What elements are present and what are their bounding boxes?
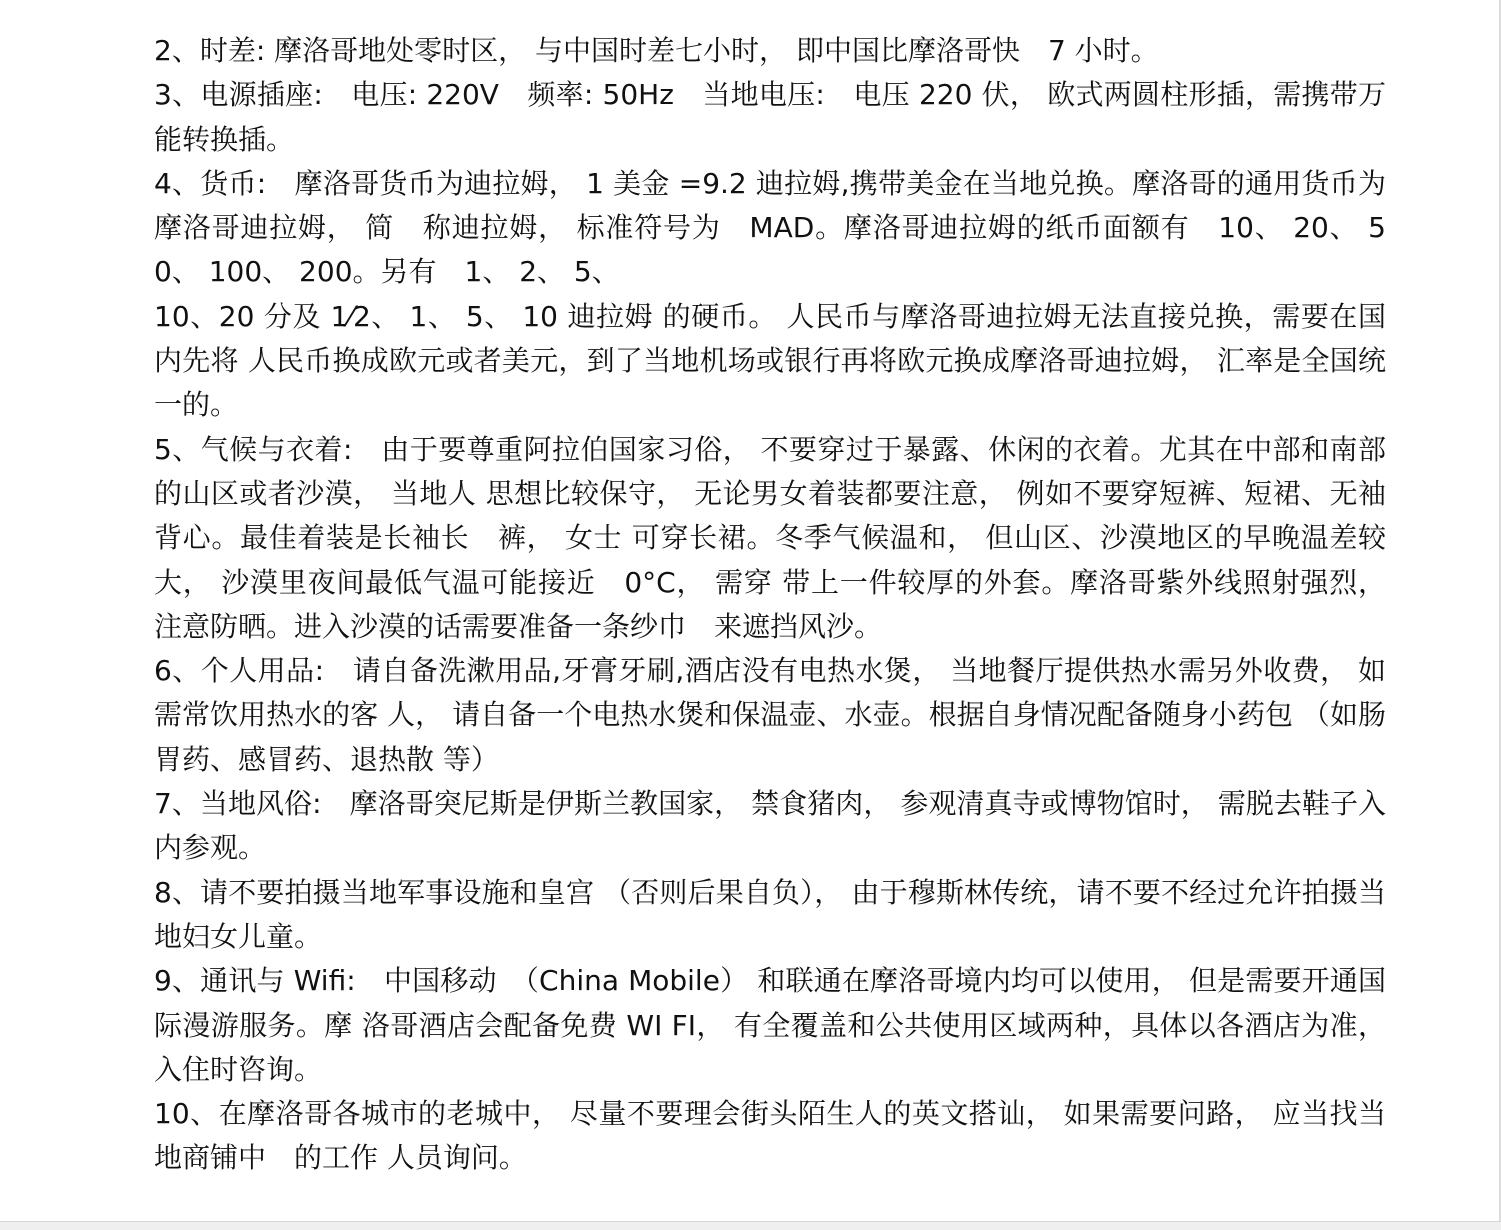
paragraph-coins-exchange: 10、20 分及 1⁄2、 1、 5、 10 迪拉姆 的硬币。 人民币与摩洛哥迪拉姆无法直接兑换，需要在国内先将 人民币换成欧元或者美元，到了当地机场或银行再将欧元换成摩洛哥迪拉姆， 汇率是全国统一的。 <box>154 299 1386 422</box>
paragraph-communication-wifi: 9、通讯与 Wifi: 中国移动 （China Mobile） 和联通在摩洛哥境内均可以使用， 但是需要开通国际漫游服务。摩 洛哥酒店会配备免费 WI FI， 有全覆盖和公共使用区域两种，具体以各酒店为准， 入住时咨询。 <box>154 964 1386 1086</box>
paragraph-power-socket: 3、电源插座: 电压: 220V 频率: 50Hz 当地电压: 电压 220 伏， 欧式两圆柱形插，需携带万能转换插。 <box>154 78 1386 156</box>
paragraph-climate-clothing: 5、气候与衣着: 由于要尊重阿拉伯国家习俗， 不要穿过于暴露、休闲的衣着。尤其在中部和南部的山区或者沙漠， 当地人 思想比较保守， 无论男女着装都要注意， 例如不要穿短裤、短裙、无袖背心。最佳着装是长袖长 裤， 女士 可穿长裙。冬季气候温和， 但山区、沙漠地区的早晚温差较大， 沙漠里夜间最低气温可能接近 0°C， 需穿 带上一件较厚的外套。摩洛哥紫外线照射强烈， 注意防晒。进入沙漠的话需要准备一条纱巾 来遮挡风沙。 <box>154 432 1386 643</box>
document-body <box>154 29 1386 1181</box>
paragraph-time-difference: 2、时差: 摩洛哥地处零时区， 与中国时差七小时， 即中国比摩洛哥快 7 小时。 <box>154 34 1159 67</box>
paragraph-photography: 8、请不要拍摄当地军事设施和皇宫 （否则后果自负）， 由于穆斯林传统，请不要不经过允许拍摄当地妇女儿童。 <box>154 875 1386 953</box>
paragraph-currency: 4、货币: 摩洛哥货币为迪拉姆， 1 美金 =9.2 迪拉姆,携带美金在当地兑换。摩洛哥的通用货币为摩洛哥迪拉姆， 简 称迪拉姆， 标准符号为 MAD。摩洛哥迪拉姆的纸币面额有 10、 20、 50、 100、 200。另有 1、 2、 5、 <box>154 166 1386 289</box>
paragraph-local-customs: 7、当地风俗: 摩洛哥突尼斯是伊斯兰教国家， 禁食猪肉， 参观清真寺或博物馆时， 需脱去鞋子入内参观。 <box>154 787 1386 865</box>
paragraph-old-town-advice: 10、在摩洛哥各城市的老城中， 尽量不要理会街头陌生人的英文搭讪， 如果需要问路， 应当找当地商铺中 的工作 人员询问。 <box>154 1097 1386 1175</box>
paragraph-personal-items: 6、个人用品: 请自备洗漱用品,牙膏牙刷,酒店没有电热水煲， 当地餐厅提供热水需另外收费， 如需常饮用热水的客 人， 请自备一个电热水煲和保温壶、水壶。根据自身情况配备随身小药包 （如肠胃药、感冒药、退热散 等） <box>154 654 1386 776</box>
